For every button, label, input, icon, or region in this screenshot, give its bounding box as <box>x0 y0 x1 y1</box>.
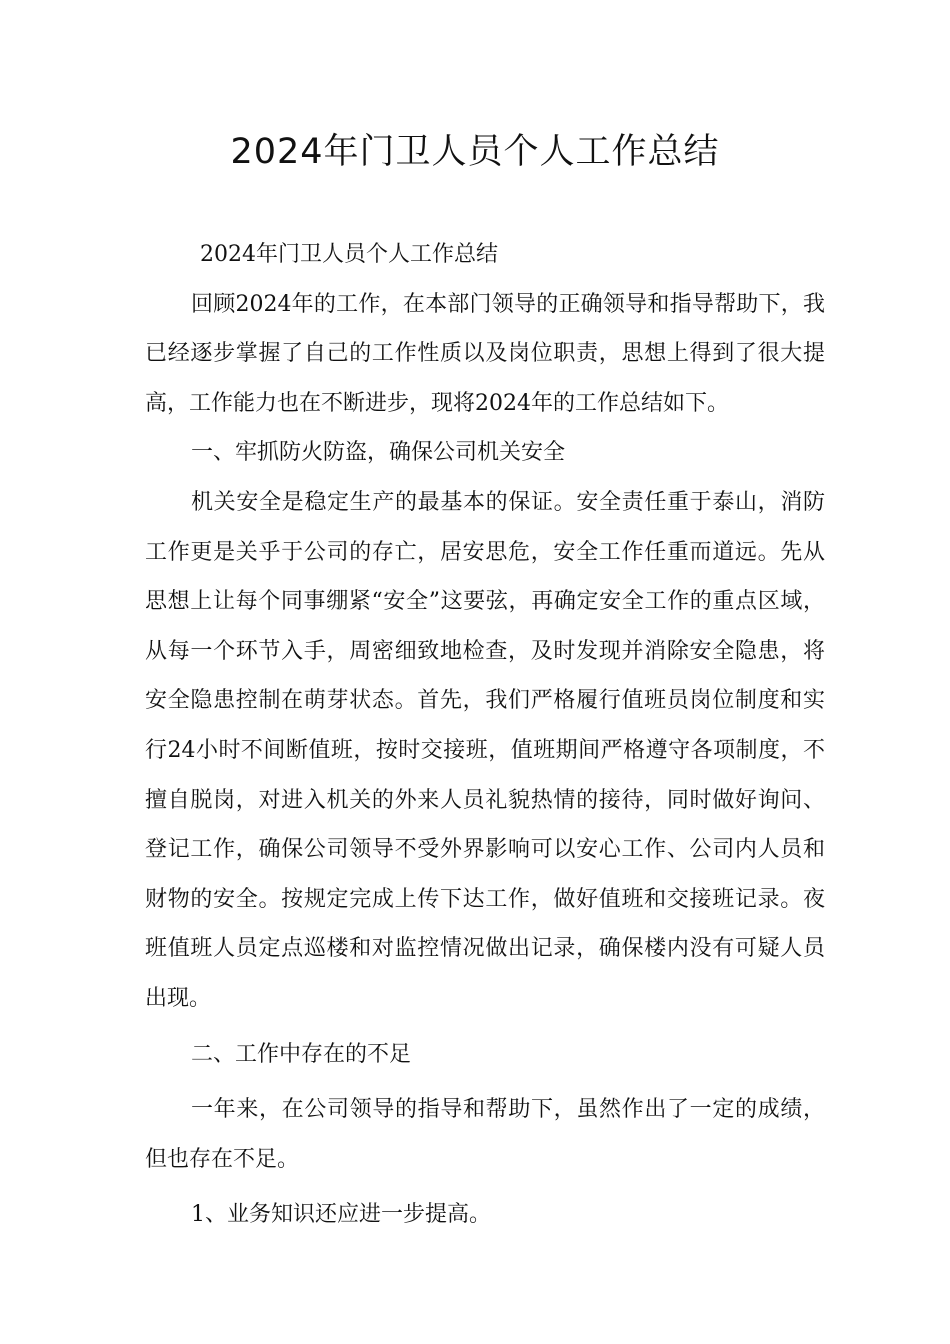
document-title: 2024年门卫人员个人工作总结 <box>230 132 720 172</box>
intro-paragraph: 回顾2024年的工作，在本部门领导的正确领导和指导帮助下，我已经逐步掌握了自己的工作性质以及岗位职责，思想上得到了很大提高，工作能力也在不断进步，现将2024年的工作总结如下。 <box>145 291 825 416</box>
section-heading-2: 二、工作中存在的不足 <box>191 1041 412 1067</box>
list-item-1: 1、业务知识还应进一步提高。 <box>191 1202 491 1228</box>
section-2-paragraph: 一年来，在公司领导的指导和帮助下，虽然作出了一定的成绩，但也存在不足。 <box>145 1097 825 1172</box>
section-1-paragraph: 机关安全是稳定生产的最基本的保证。安全责任重于泰山，消防工作更是关乎于公司的存亡，居安思危，安全工作任重而道远。先从思想上让每个同事绷紧“安全”这要弦，再确定安全工作的重点区域，从每一个环节入手，周密细致地检查，及时发现并消除安全隐患，将安全隐患控制在萌芽状态。首先，我们严格履行值班员岗位制度和实行24小时不间断值班，按时交接班，值班期间严格遵守各项制度，不擅自脱岗，对进入机关的外来人员礼貌热情的接待，同时做好询问、登记工作，确保公司领导不受外界影响可以安心工作、公司内人员和财物的安全。按规定完成上传下达工作，做好值班和交接班记录。夜班值班人员定点巡楼和对监控情况做出记录，确保楼内没有可疑人员出现。 <box>145 489 825 1011</box>
document-body <box>145 230 825 1240</box>
document-subtitle: 2024年门卫人员个人工作总结 <box>200 242 498 267</box>
section-heading-1: 一、牢抓防火防盗，确保公司机关安全 <box>191 440 566 466</box>
